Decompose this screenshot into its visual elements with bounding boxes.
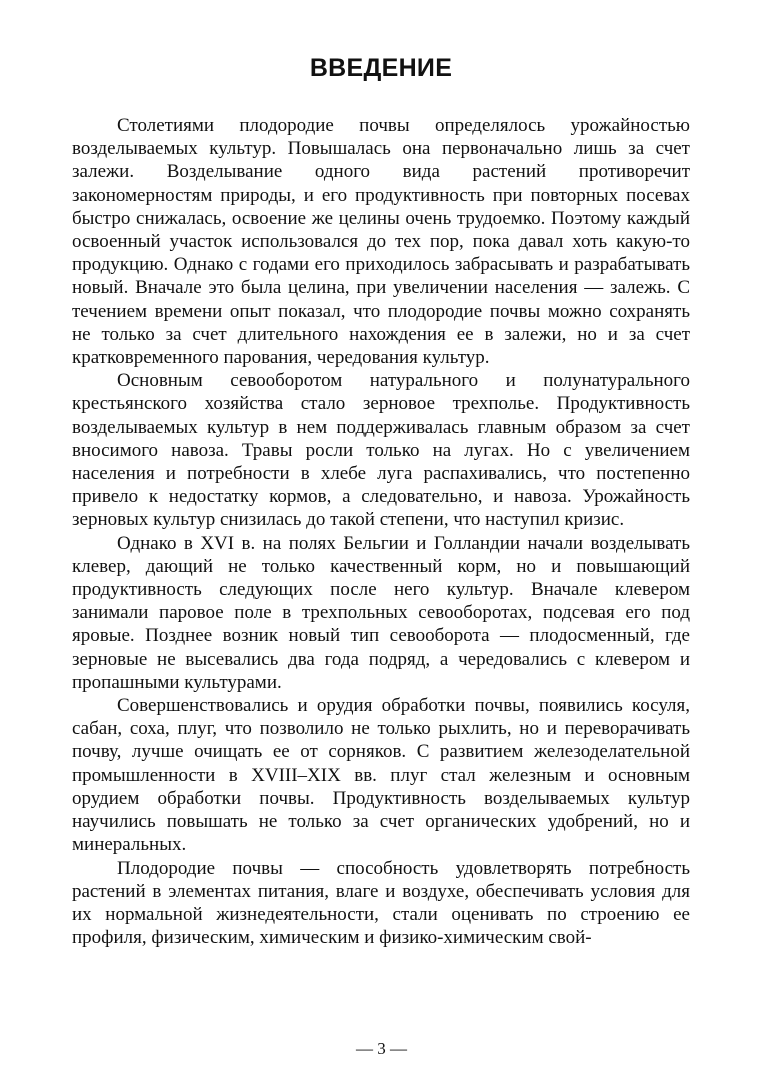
page-title: ВВЕДЕНИЕ <box>309 54 453 82</box>
page-number: — 3 — <box>356 1039 407 1058</box>
paragraph-1: Столетиями плодородие почвы определялось урожайностью возделываемых культур. Повышалась она первоначально лишь за счет залежи. Возделывание одного вида растений противоречит закономерностям природы, и его продуктивность при повторных посевах быстро снижалась, освоение же целины очень трудоемко. Поэтому каждый освоенный участок использовался до тех пор, пока давал хоть какую-то продукцию. Однако с годами его приходилось забрасывать и разрабатывать новый. Вначале это была целина, при увеличении населения — залежь. С течением времени опыт показал, что плодородие почвы можно сохранять не только за счет длительного нахождения ее в залежи, но и за счет кратковременного парования, чередования культур. <box>72 115 690 369</box>
paragraph-3: Однако в XVI в. на полях Бельгии и Голландии начали возделывать клевер, дающий не только качественный корм, но и повышающий продуктивность следующих после него культур. Вначале клевером занимали паровое поле в трехпольных севооборотах, подсевая его под яровые. Позднее возник новый тип севооборота — плодосменный, где зерновые не высевались два года подряд, а чередовались с клевером и пропашными культурами. <box>72 532 690 693</box>
paragraph-4: Совершенствовались и орудия обработки почвы, появились косуля, сабан, соха, плуг, что позволило не только рыхлить, но и переворачивать почву, лучше очищать ее от сорняков. С развитием железоделательной промышленности в XVIII–XIX вв. плуг стал железным и основным орудием обработки почвы. Продуктивность возделываемых культур научились повышать не только за счет органических удобрений, но и минеральных. <box>72 695 690 856</box>
document-page <box>72 52 690 949</box>
paragraph-2: Основным севооборотом натурального и полунатурального крестьянского хозяйства стало зерновое трехполье. Продуктивность возделываемых культур в нем поддерживалась главным образом за счет вносимого навоза. Травы росли только на лугах. Но с увеличением населения и потребности в хлебе луга распахивались, что постепенно привело к недостатку кормов, а следовательно, и навоза. Урожайность зерновых культур снизилась до такой степени, что наступил кризис. <box>72 370 690 531</box>
paragraph-5: Плодородие почвы — способность удовлетворять потребность растений в элементах питания, влаге и воздухе, обеспечивать условия для их нормальной жизнедеятельности, стали оценивать по строению ее профиля, физическим, химическим и физико-химическим свой- <box>72 857 690 949</box>
body-text <box>72 114 690 949</box>
